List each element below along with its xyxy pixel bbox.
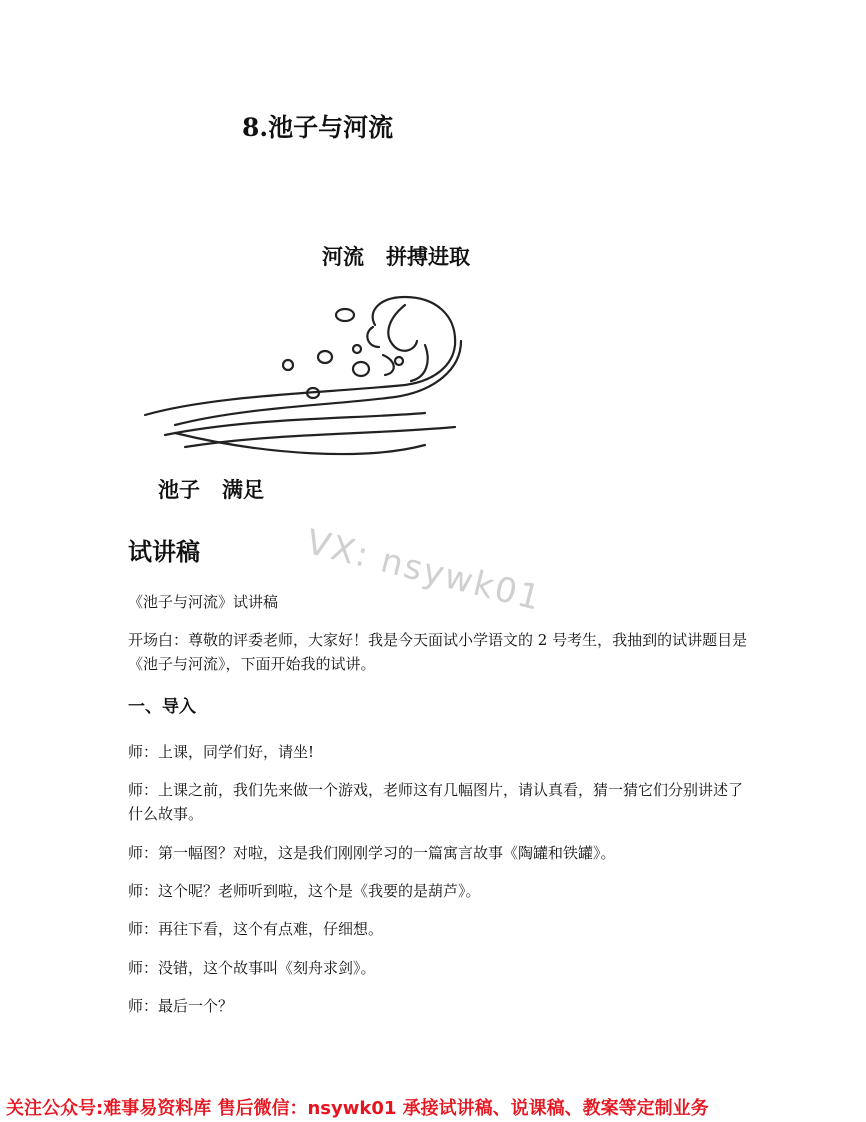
heading-intro: 一、导入 <box>128 697 196 717</box>
dialogue-line: 师：这个呢？老师听到啦，这个是《我要的是葫芦》。 <box>128 882 481 900</box>
opening-remarks: 开场白：尊敬的评委老师，大家好！我是今天面试小学语文的 2 号考生，我抽到的试讲题目是《池子与河流》，下面开始我的试讲。 <box>128 631 748 673</box>
dialogue-line: 师：没错，这个故事叫《刻舟求剑》。 <box>128 959 376 977</box>
board-bottom-line <box>158 474 264 504</box>
dialogue-line: 师：上课，同学们好，请坐! <box>128 743 315 761</box>
wave-illustration <box>135 285 475 465</box>
board-river-label: 河流 <box>322 244 364 269</box>
dialogue-line: 师：再往下看，这个有点难，仔细想。 <box>128 920 384 938</box>
dialogue-line: 师：最后一个？ <box>128 997 234 1015</box>
dialogue-line: 师：上课之前，我们先来做一个游戏，老师这有几幅图片，请认真看，猜一猜它们分别讲述了什么故事。 <box>128 781 744 823</box>
board-pond-label: 池子 <box>158 477 200 502</box>
watermark: VX: nsywk01 <box>302 522 546 620</box>
footer-banner: 关注公众号:难事易资料库 售后微信：nsywk01 承接试讲稿、说课稿、教案等定制业务 <box>6 1098 709 1119</box>
board-pond-trait: 满足 <box>222 477 264 502</box>
dialogue-line: 师：第一幅图？对啦，这是我们刚刚学习的一篇寓言故事《陶罐和铁罐》。 <box>128 844 616 862</box>
section-title: 试讲稿 <box>128 538 200 566</box>
board-river-trait: 拼搏进取 <box>386 244 470 269</box>
board-top-line <box>322 241 470 271</box>
script-title: 《池子与河流》试讲稿 <box>128 593 279 611</box>
lesson-title: 8.池子与河流 <box>242 113 394 142</box>
